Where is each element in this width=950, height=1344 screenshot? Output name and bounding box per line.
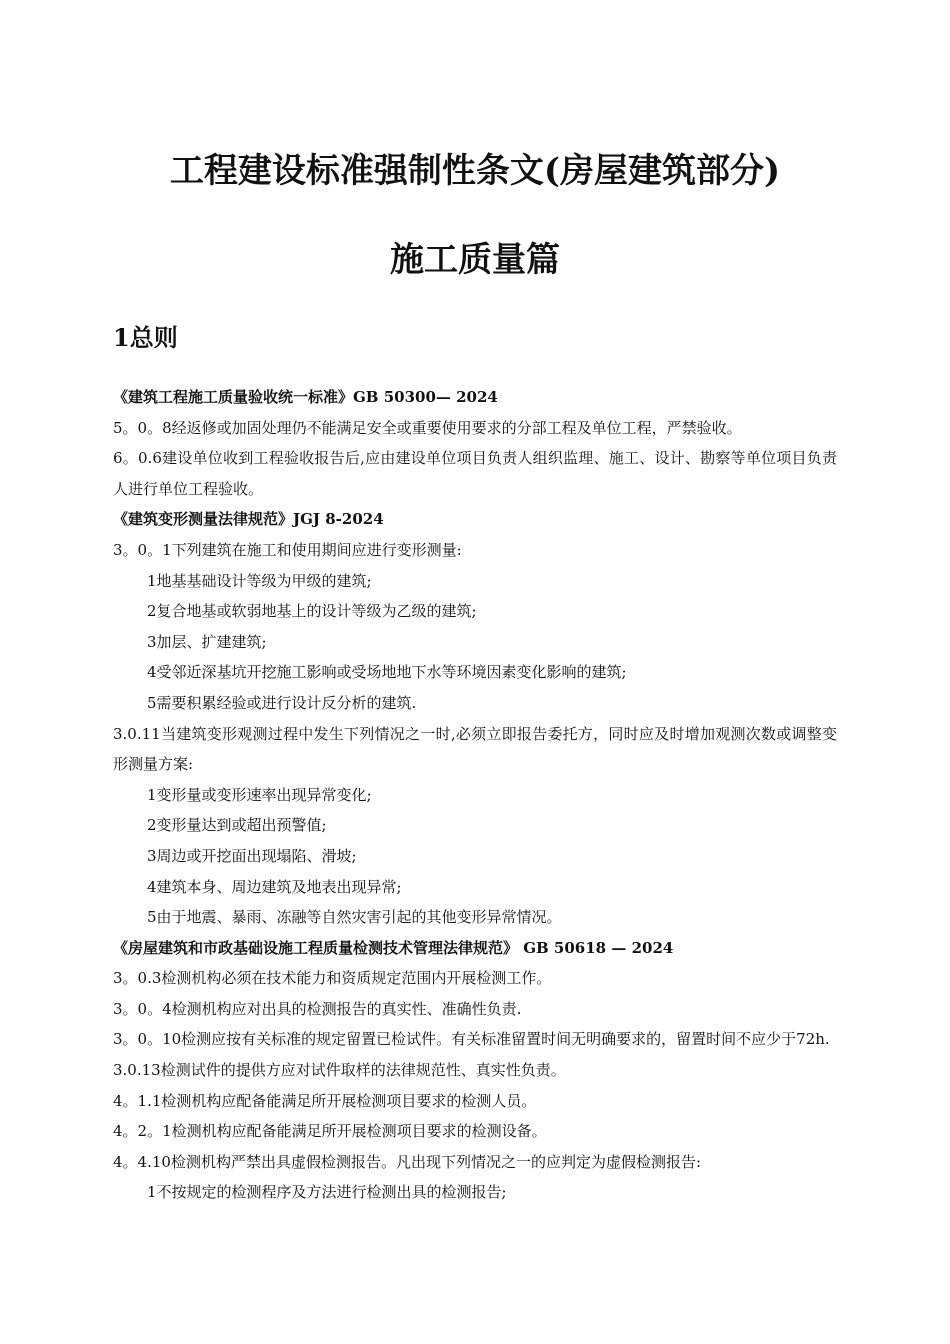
list-item: 5由于地震、暴雨、冻融等自然灾害引起的其他变形异常情况。 [147,908,562,927]
clause-paragraph: 5。0。8经返修或加固处理仍不能满足安全或重要使用要求的分部工程及单位工程，严禁验收。 [113,418,742,437]
list-item: 1不按规定的检测程序及方法进行检测出具的检测报告; [147,1183,507,1202]
clause-paragraph: 6。0.6建设单位收到工程验收报告后,应由建设单位项目负责人组织监理、施工、设计、勘察等单位项目负责人进行单位工程验收。 [113,449,837,498]
standard-title: 《房屋建筑和市政基础设施工程质量检测技术管理法律规范》 GB 50618 — 2024 [113,938,674,957]
standard-title: 《建筑变形测量法律规范》JGJ 8-2024 [113,510,384,529]
clause-paragraph: 4。1.1检测机构应配备能满足所开展检测项目要求的检测人员。 [113,1091,537,1110]
clause-paragraph: 4。2。1检测机构应配备能满足所开展检测项目要求的检测设备。 [113,1122,547,1141]
list-item: 5需要积累经验或进行设计反分析的建筑. [147,693,417,712]
clause-paragraph: 3.0.11当建筑变形观测过程中发生下列情况之一时,必须立即报告委托方，同时应及时增加观测次数或调整变形测量方案: [113,724,837,774]
list-item: 1变形量或变形速率出现异常变化; [147,785,372,804]
clause-paragraph: 3。0。4检测机构应对出具的检测报告的真实性、准确性负责. [113,999,522,1018]
list-item: 2变形量达到或超出预警值; [147,816,327,835]
list-item: 3加层、扩建建筑; [147,632,267,651]
clause-paragraph: 3。0。1下列建筑在施工和使用期间应进行变形测量: [113,540,462,559]
document-subtitle: 施工质量篇 [390,240,560,280]
clause-paragraph: 3。0.3检测机构必须在技术能力和资质规定范围内开展检测工作。 [113,969,552,988]
clause-paragraph: 4。4.10检测机构严禁出具虚假检测报告。凡出现下列情况之一的应判定为虚假检测报告: [113,1152,701,1171]
list-item: 4建筑本身、周边建筑及地表出现异常; [147,877,402,896]
document-title: 工程建设标准强制性条文(房屋建筑部分) [169,151,781,191]
list-item: 4受邻近深基坑开挖施工影响或受场地地下水等环境因素变化影响的建筑; [147,663,627,682]
document-body [113,382,837,1208]
list-item: 2复合地基或软弱地基上的设计等级为乙级的建筑; [147,602,477,621]
list-item: 3周边或开挖面出现塌陷、滑坡; [147,846,357,865]
standard-title: 《建筑工程施工质量验收统一标准》GB 50300— 2024 [113,388,498,406]
section-heading: 1总则 [113,323,178,352]
list-item: 1地基基础设计等级为甲级的建筑; [147,571,372,590]
clause-paragraph: 3。0。10检测应按有关标准的规定留置已检试件。有关标准留置时间无明确要求的，留置时间不应少于72h. [113,1030,830,1049]
clause-paragraph: 3.0.13检测试件的提供方应对试件取样的法律规范性、真实性负责。 [113,1061,566,1080]
